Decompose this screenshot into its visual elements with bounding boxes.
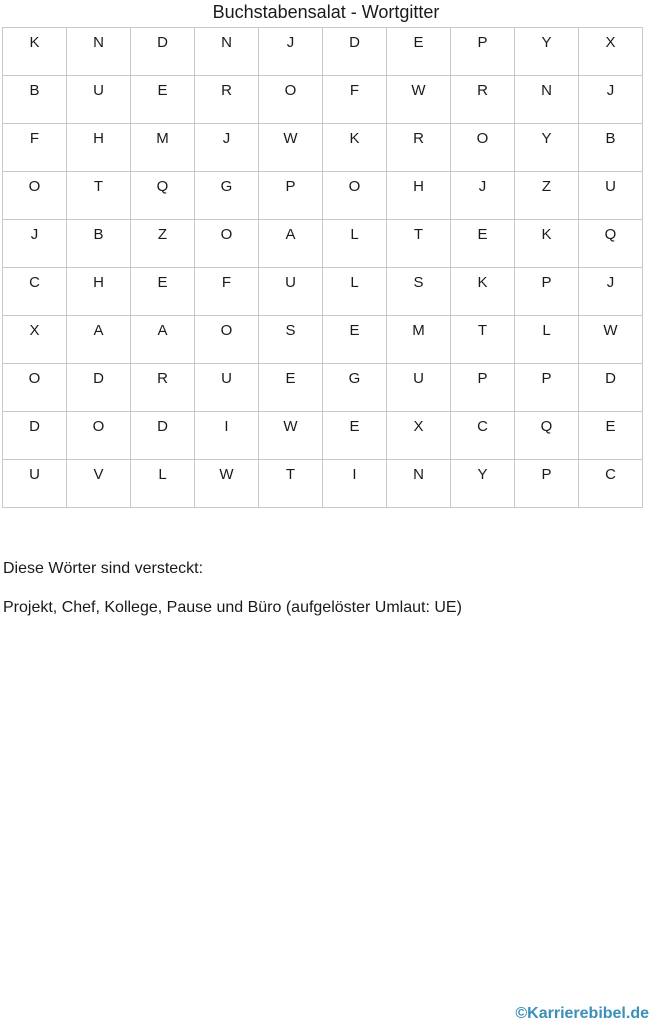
grid-cell: T — [259, 460, 323, 508]
grid-row — [3, 460, 643, 508]
grid-cell: P — [451, 28, 515, 76]
grid-cell: L — [131, 460, 195, 508]
grid-cell: L — [515, 316, 579, 364]
grid-cell: P — [259, 172, 323, 220]
grid-cell: J — [259, 28, 323, 76]
grid-cell: N — [387, 460, 451, 508]
grid-cell: P — [515, 460, 579, 508]
grid-cell: X — [3, 316, 67, 364]
grid-cell: E — [387, 28, 451, 76]
grid-cell: D — [579, 364, 643, 412]
grid-cell: P — [515, 364, 579, 412]
grid-cell: I — [323, 460, 387, 508]
grid-cell: W — [579, 316, 643, 364]
grid-row — [3, 412, 643, 460]
grid-cell: P — [451, 364, 515, 412]
grid-cell: C — [579, 460, 643, 508]
grid-cell: T — [451, 316, 515, 364]
grid-cell: V — [67, 460, 131, 508]
grid-cell: E — [323, 412, 387, 460]
grid-cell: J — [451, 172, 515, 220]
grid-cell: K — [451, 268, 515, 316]
grid-cell: R — [131, 364, 195, 412]
grid-cell: O — [3, 364, 67, 412]
grid-cell: N — [515, 76, 579, 124]
grid-cell: Y — [515, 28, 579, 76]
grid-cell: O — [3, 172, 67, 220]
grid-cell: E — [579, 412, 643, 460]
copyright-link[interactable]: ©Karrierebibel.de — [515, 1005, 649, 1022]
grid-cell: N — [195, 28, 259, 76]
grid-cell: K — [515, 220, 579, 268]
grid-row — [3, 220, 643, 268]
grid-cell: H — [67, 268, 131, 316]
grid-cell: T — [67, 172, 131, 220]
grid-cell: K — [3, 28, 67, 76]
grid-cell: N — [67, 28, 131, 76]
grid-cell: I — [195, 412, 259, 460]
grid-cell: W — [195, 460, 259, 508]
grid-cell: D — [131, 412, 195, 460]
grid-cell: U — [387, 364, 451, 412]
hidden-words-list: Projekt, Chef, Kollege, Pause und Büro (aufgelöster Umlaut: UE) — [3, 599, 462, 616]
grid-cell: P — [515, 268, 579, 316]
grid-cell: U — [579, 172, 643, 220]
grid-cell: B — [579, 124, 643, 172]
grid-cell: R — [451, 76, 515, 124]
grid-cell: D — [131, 28, 195, 76]
grid-cell: O — [195, 220, 259, 268]
grid-cell: E — [451, 220, 515, 268]
grid-cell: X — [579, 28, 643, 76]
grid-cell: U — [67, 76, 131, 124]
grid-cell: A — [131, 316, 195, 364]
grid-cell: M — [131, 124, 195, 172]
grid-cell: B — [3, 76, 67, 124]
grid-cell: E — [259, 364, 323, 412]
grid-cell: C — [3, 268, 67, 316]
grid-cell: O — [323, 172, 387, 220]
grid-row — [3, 268, 643, 316]
grid-row — [3, 76, 643, 124]
grid-cell: U — [3, 460, 67, 508]
grid-cell: F — [195, 268, 259, 316]
grid-cell: E — [323, 316, 387, 364]
grid-cell: D — [67, 364, 131, 412]
grid-row — [3, 124, 643, 172]
grid-cell: U — [195, 364, 259, 412]
grid-cell: M — [387, 316, 451, 364]
grid-row — [3, 364, 643, 412]
grid-cell: O — [195, 316, 259, 364]
grid-cell: Q — [579, 220, 643, 268]
grid-cell: W — [259, 124, 323, 172]
grid-cell: A — [67, 316, 131, 364]
grid-row — [3, 172, 643, 220]
grid-cell: W — [387, 76, 451, 124]
grid-cell: J — [579, 76, 643, 124]
grid-cell: L — [323, 220, 387, 268]
grid-cell: Y — [451, 460, 515, 508]
grid-cell: O — [67, 412, 131, 460]
grid-cell: K — [323, 124, 387, 172]
grid-cell: D — [3, 412, 67, 460]
grid-cell: F — [323, 76, 387, 124]
grid-cell: O — [451, 124, 515, 172]
grid-row — [3, 28, 643, 76]
grid-cell: F — [3, 124, 67, 172]
grid-cell: W — [259, 412, 323, 460]
grid-cell: H — [387, 172, 451, 220]
grid-cell: Z — [515, 172, 579, 220]
grid-cell: B — [67, 220, 131, 268]
grid-cell: Q — [515, 412, 579, 460]
grid-cell: U — [259, 268, 323, 316]
grid-cell: S — [387, 268, 451, 316]
grid-cell: T — [387, 220, 451, 268]
grid-cell: Z — [131, 220, 195, 268]
grid-cell: J — [579, 268, 643, 316]
grid-cell: Y — [515, 124, 579, 172]
grid-cell: Q — [131, 172, 195, 220]
grid-cell: G — [323, 364, 387, 412]
grid-cell: E — [131, 268, 195, 316]
word-grid — [2, 27, 643, 508]
grid-cell: S — [259, 316, 323, 364]
grid-cell: G — [195, 172, 259, 220]
grid-cell: A — [259, 220, 323, 268]
grid-cell: D — [323, 28, 387, 76]
grid-cell: R — [387, 124, 451, 172]
grid-cell: C — [451, 412, 515, 460]
page-title: Buchstabensalat - Wortgitter — [212, 2, 440, 22]
grid-cell: J — [3, 220, 67, 268]
grid-cell: O — [259, 76, 323, 124]
grid-cell: J — [195, 124, 259, 172]
grid-cell: E — [131, 76, 195, 124]
hidden-words-intro: Diese Wörter sind versteckt: — [3, 560, 204, 577]
grid-cell: R — [195, 76, 259, 124]
grid-row — [3, 316, 643, 364]
grid-cell: X — [387, 412, 451, 460]
grid-cell: H — [67, 124, 131, 172]
grid-cell: L — [323, 268, 387, 316]
